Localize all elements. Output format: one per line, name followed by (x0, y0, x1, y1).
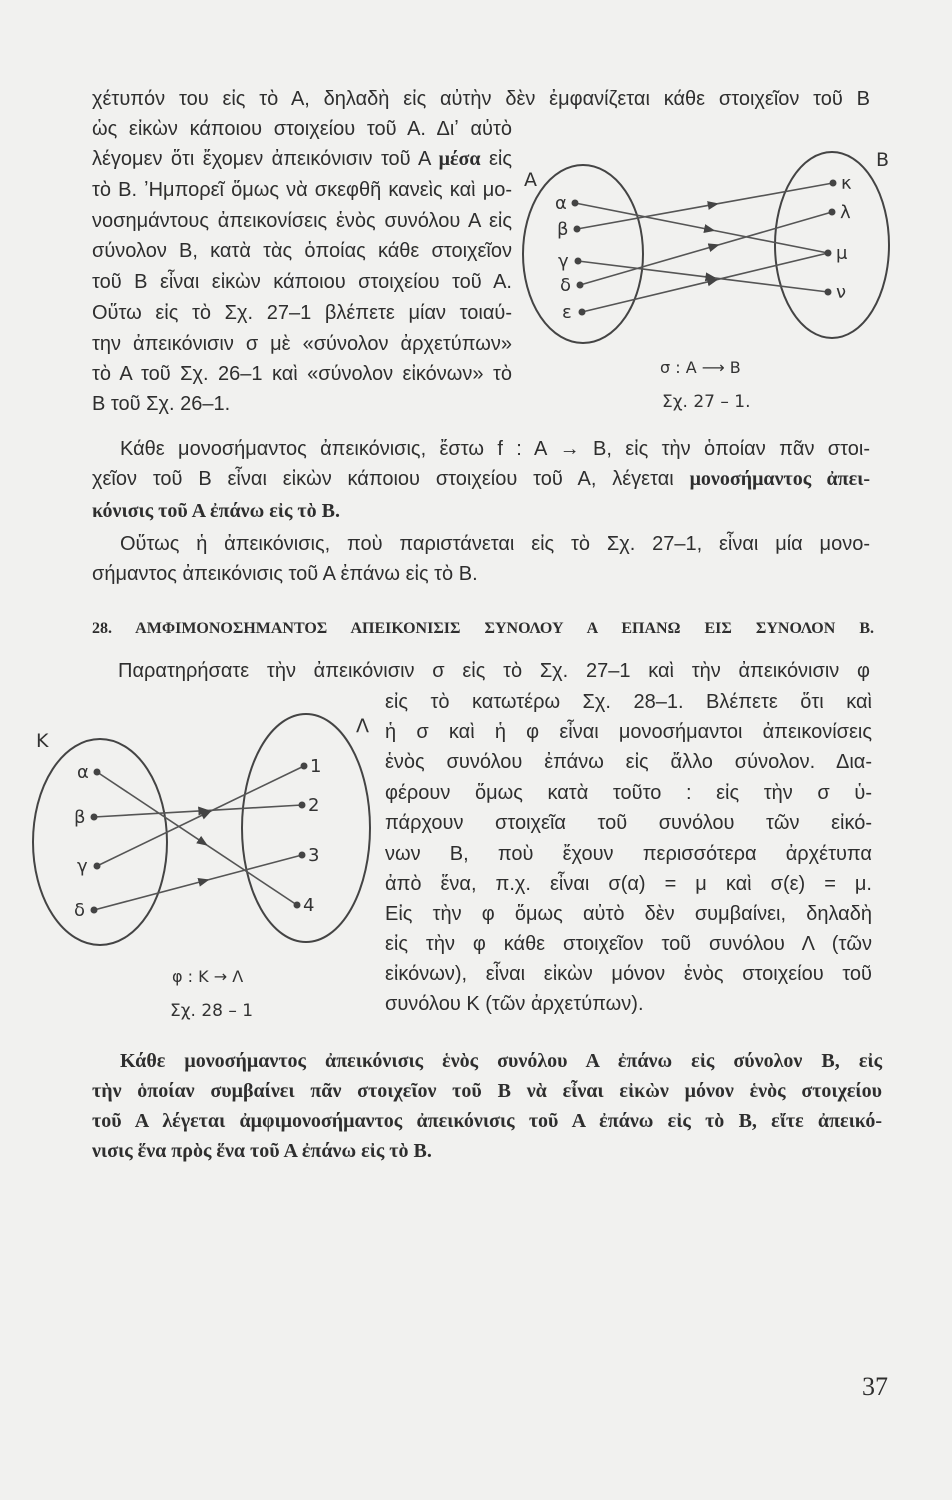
element-dot (94, 863, 101, 870)
element-label: 2 (308, 795, 320, 816)
text-segment: σήμαντος ἀπεικόνισις τοῦ Α ἐπάνω εἰς τὸ Β. (92, 563, 478, 585)
text-segment: Παρατηρήσατε τὴν ἀπεικόνισιν σ εἰς τὸ Σχ. 27–1 καὶ τὴν ἀπεικόνισιν φ (118, 660, 870, 682)
element-dot (830, 180, 837, 187)
element-dot (577, 282, 584, 289)
text-segment: σύνολον Β, κατὰ τὰς ὁποίας κάθε στοιχεῖον (92, 240, 512, 262)
text-segment: Κάθε μονοσήμαντος ἀπεικόνισις, ἔστω f : A → B, εἰς τὴν ὁποίαν πᾶν στοι- (120, 438, 870, 460)
text-segment: ὡς εἰκὼν κάποιου στοιχείου τοῦ Α. Διʼ αὐτὸ (92, 118, 512, 140)
element-label: β (557, 219, 569, 240)
mapping-arrow-tail (208, 855, 302, 880)
text-segment: ἑνὸς συνόλου ἐπάνω εἰς ἄλλο σύνολον. Δια- (385, 751, 872, 773)
set-k-label: K (36, 730, 49, 752)
element-label: β (74, 807, 86, 828)
bold-term: κόνισις τοῦ Α ἐπάνω εἰς τὸ Β. (92, 500, 340, 522)
element-dot (301, 763, 308, 770)
text-segment: νων Β, ποὺ ἔχουν περισσότερα ἀρχέτυπα (385, 843, 872, 865)
element-label: γ (558, 251, 569, 272)
page-number: 37 (862, 1372, 888, 1401)
element-label: μ (836, 243, 848, 264)
element-dot (91, 907, 98, 914)
set-lambda-label: Λ (356, 715, 369, 737)
text-segment: φέρουν ὅμως κατὰ τοῦτο : εἰς τὴν σ ὑ- (385, 782, 872, 804)
text-segment: τὴν ὁποίαν συμβαίνει πᾶν στοιχεῖον τοῦ Β νὰ εἶναι εἰκὼν μόνον ἑνὸς στοιχείου (92, 1080, 882, 1102)
element-dot (94, 769, 101, 776)
element-label: α (77, 762, 89, 783)
element-dot (299, 802, 306, 809)
figure-27-1-diagram (523, 149, 889, 412)
text-segment: 28. ΑΜΦΙΜΟΝΟΣΗΜΑΝΤΟΣ ΑΠΕΙΚΟΝΙΣΙΣ ΣΥΝΟΛΟΥ Α ΕΠΑΝΩ ΕΙΣ ΣΥΝΟΛΟΝ Β. (92, 620, 874, 637)
element-dot (572, 200, 579, 207)
element-label: κ (841, 173, 852, 194)
text-segment: τοῦ Β εἶναι εἰκὼν κάποιου στοιχείου τοῦ Α. (92, 271, 512, 293)
element-dot (829, 209, 836, 216)
element-dot (294, 902, 301, 909)
mapping-arrow (582, 280, 717, 312)
set-a-label: A (524, 169, 537, 191)
text-segment: χέτυπόν του εἰς τὸ Α, δηλαδὴ εἰς αὐτὴν δὲν ἐμφανίζεται κάθε στοιχεῖον τοῦ Β (92, 88, 870, 110)
element-dot (825, 289, 832, 296)
bold-term: μέσα (438, 148, 481, 170)
element-label: ν (836, 282, 847, 303)
text-segment: Εἰς τὴν φ ὅμως αὐτὸ δὲν συμβαίνει, δηλαδὴ (385, 903, 872, 925)
fig27-formula: σ : A ⟶ B (660, 358, 741, 377)
text-segment: Οὕτω εἰς τὸ Σχ. 27–1 βλέπετε μίαν τοιαύ- (92, 302, 512, 324)
fig28-formula: φ : K → Λ (172, 967, 244, 986)
element-dot (575, 258, 582, 265)
mapping-arrow (578, 261, 716, 278)
text-segment: συνόλου Κ (τῶν ἀρχετύπων). (385, 993, 644, 1015)
element-dot (299, 852, 306, 859)
text-segment: ἀπὸ ἕνα, π.χ. εἶναι σ(α) = μ καὶ σ(ε) = μ. (385, 873, 872, 895)
set-a-ellipse (523, 165, 643, 343)
element-label: α (555, 193, 567, 214)
text-segment: Κάθε μονοσήμαντος ἀπεικόνισις ἑνὸς συνόλου Α ἐπάνω εἰς σύνολον Β, εἰς (120, 1050, 882, 1072)
mapping-arrow (97, 811, 211, 866)
mapping-arrow-tail (211, 766, 304, 811)
element-label: λ (840, 202, 851, 223)
text-segment: ἡ σ καὶ ἡ φ εἶναι μονοσήμαντοι ἀπεικονίσεις (385, 721, 872, 743)
text-segment: Β τοῦ Σχ. 26–1. (92, 393, 231, 415)
text-segment: εἰς τὴν φ κάθε στοιχεῖον τοῦ συνόλου Λ (τῶν (385, 933, 872, 955)
element-label: 3 (308, 845, 320, 866)
element-label: 1 (310, 756, 322, 777)
text-segment: εἰς τὸ κατωτέρω Σχ. 28–1. Βλέπετε ὅτι καὶ (385, 691, 872, 713)
text-segment: εἰκόνων), εἶναι εἰκὼν μόνον ἑνὸς στοιχείου τοῦ (385, 963, 872, 985)
element-label: δ (560, 275, 572, 296)
text-segment: την ἀπεικόνισιν σ μὲ «σύνολον ἀρχετύπων» (92, 333, 512, 355)
text-segment: Οὕτως ἡ ἀπεικόνισις, ποὺ παριστάνεται εἰς τὸ Σχ. 27–1, εἶναι μία μονο- (120, 533, 870, 555)
figure-28-1-diagram (33, 714, 370, 1021)
element-label: ε (562, 302, 572, 323)
element-dot (91, 814, 98, 821)
element-label: γ (77, 856, 88, 877)
text-segment: νισις ἕνα πρὸς ἕνα τοῦ Α ἐπάνω εἰς τὸ Β. (92, 1140, 432, 1162)
element-dot (574, 226, 581, 233)
text-segment: τοῦ Α λέγεται ἀμφιμονοσήμαντος ἀπεικόνισις τοῦ Α ἐπάνω εἰς τὸ Β, εἴτε ἀπεικό- (92, 1110, 882, 1132)
mapping-arrow-tail (207, 845, 297, 905)
element-label: 4 (303, 895, 315, 916)
text-segment: τὸ Α τοῦ Σχ. 26–1 καὶ «σύνολον εἰκόνων» τὸ (92, 363, 512, 385)
mapping-arrow (94, 880, 208, 910)
mapping-arrow (94, 810, 208, 817)
element-dot (825, 250, 832, 257)
mapping-arrow (580, 245, 719, 285)
text-segment: εἰς (480, 148, 512, 170)
text-segment: χεῖον τοῦ Β εἶναι εἰκὼν κάποιου στοιχείου τοῦ Α, λέγεται (92, 468, 690, 490)
mapping-arrow-tail (718, 183, 833, 204)
text-segment: νοσημάντους ἀπεικονίσεις ἑνὸς συνόλου Α εἰς (92, 210, 512, 232)
mapping-arrow (97, 772, 207, 845)
mapping-arrow-tail (717, 253, 828, 280)
text-segment: λέγομεν ὅτι ἔχομεν ἀπεικόνισιν τοῦ Α (92, 148, 439, 170)
element-label: δ (74, 900, 86, 921)
fig28-caption: Σχ. 28 – 1 (170, 1001, 254, 1021)
element-dot (579, 309, 586, 316)
fig27-caption: Σχ. 27 – 1. (662, 392, 751, 412)
set-b-label: B (876, 149, 890, 171)
mapping-arrow-tail (716, 278, 829, 292)
text-segment: πάρχουν στοιχεῖα τοῦ συνόλου τῶν εἰκό- (385, 812, 872, 834)
text-segment: τὸ Β. ʼΗμπορεῖ ὅμως νὰ σκεφθῆ κανεὶς καὶ μο- (92, 179, 512, 201)
bold-term: μονοσήμαντος ἀπει- (689, 468, 870, 490)
